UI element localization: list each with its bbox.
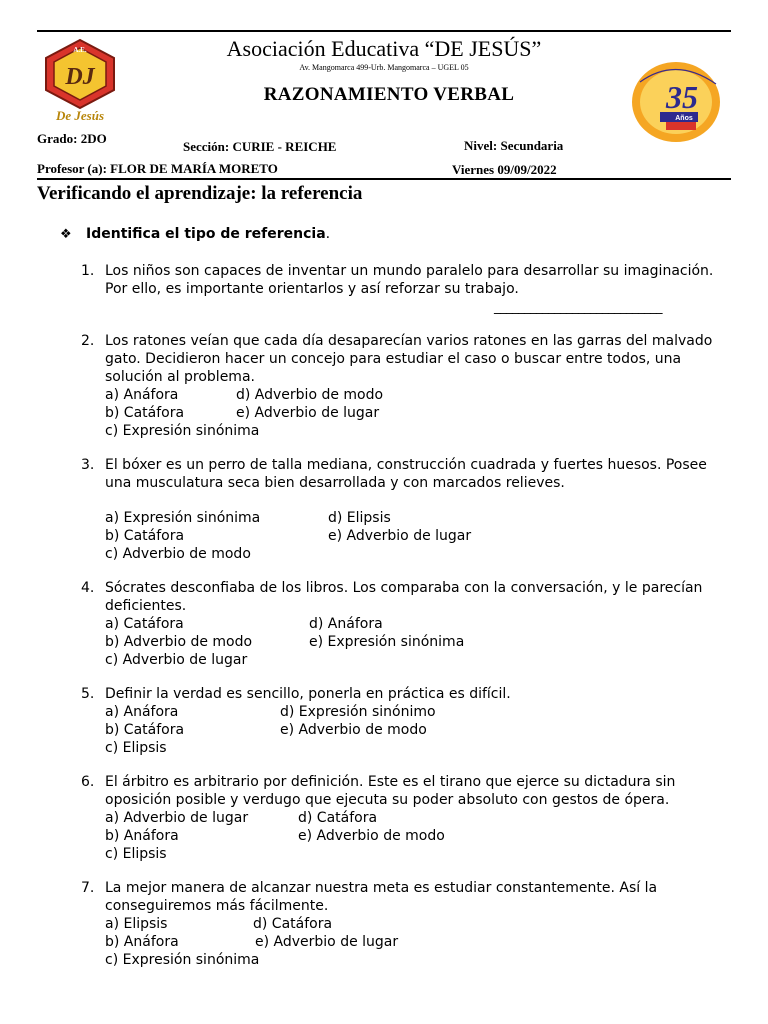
question-text: La mejor manera de alcanzar nuestra meta es estudiar constantemente. Así la conseguiremos más fácilmente. bbox=[105, 880, 658, 914]
option-a[interactable]: a) Elipsis bbox=[105, 916, 168, 932]
option-d[interactable]: d) Catáfora bbox=[298, 810, 378, 826]
question-2 bbox=[81, 332, 731, 440]
instruction-tail: . bbox=[325, 226, 331, 242]
options-list bbox=[105, 615, 731, 669]
option-e[interactable]: e) Adverbio de modo bbox=[298, 828, 445, 844]
question-number: 2. bbox=[81, 333, 95, 349]
question-3 bbox=[81, 456, 731, 563]
option-d[interactable]: d) Elipsis bbox=[328, 510, 391, 526]
logo-monogram-text: DJ bbox=[65, 64, 95, 90]
anniversary-number-text: 35 bbox=[666, 79, 698, 115]
question-number: 3. bbox=[81, 457, 95, 473]
options-list bbox=[105, 703, 731, 757]
option-a[interactable]: a) Expresión sinónima bbox=[105, 510, 261, 526]
level-label: Nivel: Secundaria bbox=[464, 138, 564, 153]
page-title: Verificando el aprendizaje: la referencia bbox=[37, 183, 363, 204]
option-b[interactable]: b) Catáfora bbox=[105, 528, 185, 544]
option-e[interactable]: e) Adverbio de lugar bbox=[236, 405, 380, 421]
option-d[interactable]: d) Adverbio de modo bbox=[236, 387, 384, 403]
option-c[interactable]: c) Adverbio de modo bbox=[105, 546, 251, 562]
diamond-bullet-icon: ❖ bbox=[60, 227, 72, 242]
options-list bbox=[105, 386, 731, 440]
options-list bbox=[105, 809, 731, 863]
subject-title: RAZONAMIENTO VERBAL bbox=[263, 84, 515, 105]
question-5 bbox=[81, 685, 731, 757]
answer-line[interactable]: ____________________________ bbox=[494, 300, 662, 315]
teacher-label: Profesor (a): FLOR DE MARÍA MORETO bbox=[37, 161, 278, 176]
option-b[interactable]: b) Catáfora bbox=[105, 405, 185, 421]
question-text: El árbitro es arbitrario por definición. Este es el tirano que ejerce su dictadura sin oposición posible y verdugo que ejecuta su poder absoluto con gestos de ópera. bbox=[105, 774, 676, 808]
question-6 bbox=[81, 773, 731, 863]
logo-caption-text: De Jesús bbox=[55, 108, 105, 123]
option-c[interactable]: c) Elipsis bbox=[105, 740, 167, 756]
section-label: Sección: CURIE - REICHE bbox=[183, 139, 337, 154]
header-top-rule bbox=[37, 30, 731, 32]
option-d[interactable]: d) Expresión sinónimo bbox=[280, 704, 436, 720]
option-a[interactable]: a) Anáfora bbox=[105, 387, 179, 403]
option-c[interactable]: c) Expresión sinónima bbox=[105, 423, 260, 439]
question-text: Definir la verdad es sencillo, ponerla en práctica es difícil. bbox=[105, 686, 511, 702]
instruction-lead: Identifica el tipo de referencia bbox=[86, 226, 326, 242]
question-number: 6. bbox=[81, 774, 95, 790]
options-list bbox=[105, 509, 731, 563]
header-bottom-rule bbox=[37, 178, 731, 180]
option-e[interactable]: e) Adverbio de lugar bbox=[328, 528, 472, 544]
option-c[interactable]: c) Expresión sinónima bbox=[105, 952, 260, 968]
option-c[interactable]: c) Elipsis bbox=[105, 846, 167, 862]
question-number: 4. bbox=[81, 580, 95, 596]
question-text: Los ratones veían que cada día desaparecían varios ratones en las garras del malvado gato. Decidieron hacer un concejo para estudiar el caso o buscar entre todos, una solución al problema. bbox=[105, 333, 713, 385]
anniversary-caption-text: Años bbox=[675, 115, 693, 122]
question-number: 1. bbox=[81, 263, 95, 279]
option-e[interactable]: e) Expresión sinónima bbox=[309, 634, 465, 650]
option-d[interactable]: d) Anáfora bbox=[309, 616, 383, 632]
question-text: El bóxer es un perro de talla mediana, construcción cuadrada y fuertes huesos. Posee una musculatura seca bien desarrollada y con marcados relieves. bbox=[105, 457, 707, 491]
grade-label: Grado: 2DO bbox=[37, 131, 107, 146]
date-label: Viernes 09/09/2022 bbox=[452, 162, 557, 177]
school-address: Av. Mangomarca 499-Urb. Mangomarca – UGEL 05 bbox=[299, 63, 469, 72]
option-b[interactable]: b) Anáfora bbox=[105, 934, 179, 950]
option-c[interactable]: c) Adverbio de lugar bbox=[105, 652, 248, 668]
option-a[interactable]: a) Adverbio de lugar bbox=[105, 810, 249, 826]
option-a[interactable]: a) Catáfora bbox=[105, 616, 184, 632]
instruction bbox=[60, 226, 330, 242]
option-b[interactable]: b) Catáfora bbox=[105, 722, 185, 738]
question-1 bbox=[81, 262, 731, 298]
question-7 bbox=[81, 879, 731, 969]
option-b[interactable]: b) Adverbio de modo bbox=[105, 634, 253, 650]
question-text: Los niños son capaces de inventar un mundo paralelo para desarrollar su imaginación. Por ello, es importante orientarlos y así reforzar su trabajo. bbox=[105, 263, 714, 297]
school-name: Asociación Educativa “DE JESÚS” bbox=[226, 36, 542, 61]
option-d[interactable]: d) Catáfora bbox=[253, 916, 333, 932]
question-4 bbox=[81, 579, 731, 669]
option-e[interactable]: e) Adverbio de modo bbox=[280, 722, 427, 738]
option-b[interactable]: b) Anáfora bbox=[105, 828, 179, 844]
question-text: Sócrates desconfiaba de los libros. Los comparaba con la conversación, y le parecían deficientes. bbox=[105, 580, 703, 614]
question-number: 7. bbox=[81, 880, 95, 896]
option-a[interactable]: a) Anáfora bbox=[105, 704, 179, 720]
option-e[interactable]: e) Adverbio de lugar bbox=[255, 934, 399, 950]
question-number: 5. bbox=[81, 686, 95, 702]
options-list bbox=[105, 915, 731, 969]
logo-initials-text: A.E. bbox=[73, 46, 87, 54]
